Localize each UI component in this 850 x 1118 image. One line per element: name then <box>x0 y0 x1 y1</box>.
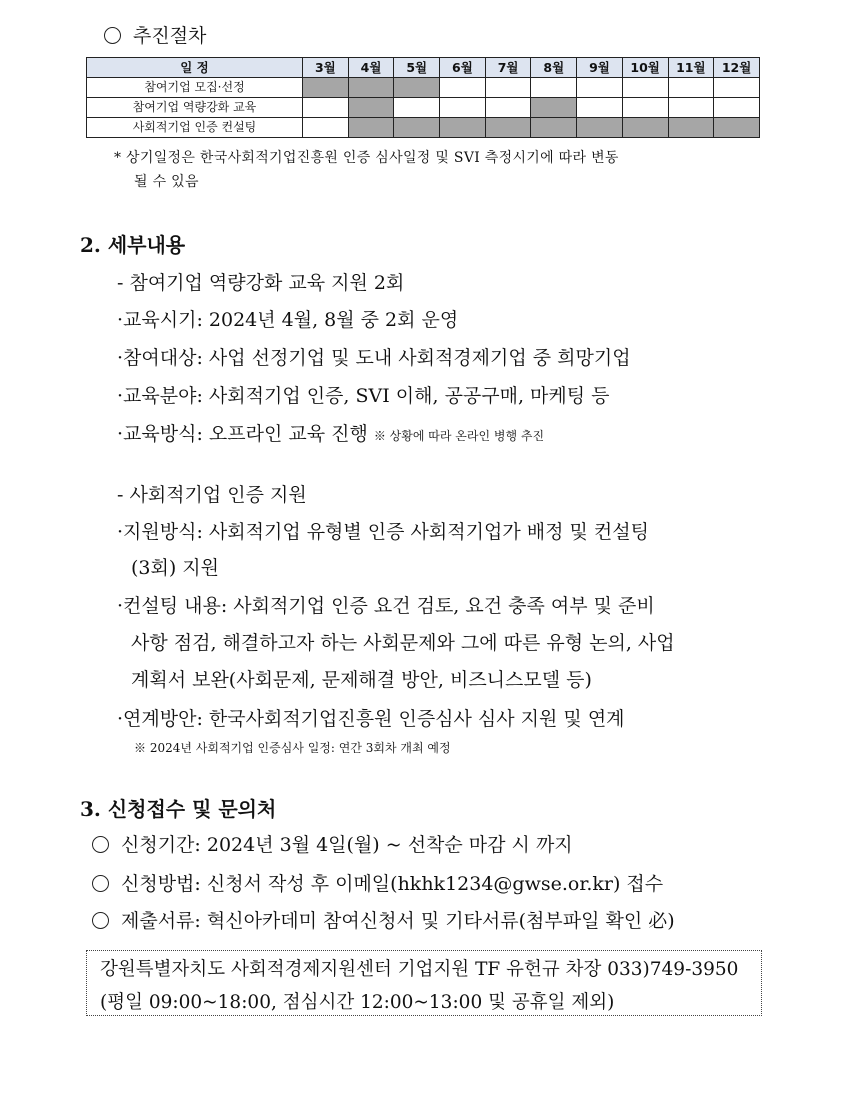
apply-method: 신청방법: 신청서 작성 후 이메일(hkhk1234@gwse.or.kr) 접수 <box>121 873 664 895</box>
schedule-row-label: 참여기업 역량강화 교육 <box>87 98 303 118</box>
schedule-cell-active <box>622 118 668 138</box>
schedule-cell-active <box>531 98 577 118</box>
apply-item <box>92 869 663 896</box>
cert-item2-line2: 사항 점검, 해결하고자 하는 사회문제와 그에 따른 유형 논의, 사업 <box>131 632 675 654</box>
month-header: 5월 <box>394 58 440 78</box>
edu-title: - 참여기업 역량강화 교육 지원 2회 <box>117 272 405 294</box>
schedule-cell-active <box>531 118 577 138</box>
apply-item <box>92 906 675 933</box>
schedule-row <box>87 78 760 98</box>
edu-item: ·교육시기: 2024년 4월, 8월 중 2회 운영 <box>117 309 459 331</box>
schedule-row-label: 사회적기업 인증 컨설팅 <box>87 118 303 138</box>
schedule-cell-empty <box>485 98 531 118</box>
contact-line1: 강원특별자치도 사회적경제지원센터 기업지원 TF 유헌규 차장 033)749-3950 <box>100 959 739 980</box>
procedure-heading <box>104 21 206 48</box>
contact-line2: (평일 09:00~18:00, 점심시간 12:00~13:00 및 공휴일 제외) <box>100 992 615 1013</box>
schedule-header-label: 일 정 <box>87 58 303 78</box>
schedule-cell-active <box>348 98 394 118</box>
edu-remark: ※ 상황에 따라 온라인 병행 추진 <box>373 429 545 443</box>
section2-title: 2. 세부내용 <box>80 233 186 257</box>
schedule-cell-empty <box>714 98 760 118</box>
edu-item: ·교육방식: 오프라인 교육 진행 <box>117 423 368 445</box>
month-header: 10월 <box>622 58 668 78</box>
schedule-cell-empty <box>303 118 349 138</box>
schedule-row-label: 참여기업 모집·선정 <box>87 78 303 98</box>
month-header: 3월 <box>303 58 349 78</box>
schedule-cell-empty <box>531 78 577 98</box>
schedule-cell-empty <box>303 98 349 118</box>
cert-item1-line2: (3회) 지원 <box>131 557 220 579</box>
schedule-row <box>87 98 760 118</box>
schedule-cell-empty <box>394 98 440 118</box>
edu-item: ·참여대상: 사업 선정기업 및 도내 사회적경제기업 중 희망기업 <box>117 347 631 369</box>
cert-title: - 사회적기업 인증 지원 <box>117 484 307 506</box>
month-header: 12월 <box>714 58 760 78</box>
cert-item2-line3: 계획서 보완(사회문제, 문제해결 방안, 비즈니스모델 등) <box>131 669 592 691</box>
edu-item-method <box>117 419 544 446</box>
schedule-cell-active <box>348 78 394 98</box>
month-header: 9월 <box>577 58 623 78</box>
circle-bullet-icon <box>104 27 121 44</box>
month-header: 4월 <box>348 58 394 78</box>
schedule-cell-active <box>577 118 623 138</box>
apply-documents: 제출서류: 혁신아카데미 참여신청서 및 기타서류(첨부파일 확인 必) <box>121 910 675 932</box>
cert-item1-line1: ·지원방식: 사회적기업 유형별 인증 사회적기업가 배정 및 컨설팅 <box>117 521 649 543</box>
schedule-cell-active <box>668 118 714 138</box>
apply-item <box>92 830 573 857</box>
schedule-cell-active <box>303 78 349 98</box>
schedule-cell-active <box>394 118 440 138</box>
apply-period: 신청기간: 2024년 3월 4일(월) ~ 선착순 마감 시 까지 <box>121 834 573 856</box>
edu-item: ·교육분야: 사회적기업 인증, SVI 이해, 공공구매, 마케팅 등 <box>117 385 610 407</box>
schedule-cell-active <box>348 118 394 138</box>
section3-title: 3. 신청접수 및 문의처 <box>80 797 277 821</box>
circle-bullet-icon <box>92 836 109 853</box>
schedule-table <box>86 57 760 138</box>
cert-item3: ·연계방안: 한국사회적기업진흥원 인증심사 심사 지원 및 연계 <box>117 708 625 730</box>
month-header: 11월 <box>668 58 714 78</box>
schedule-row <box>87 118 760 138</box>
schedule-cell-empty <box>485 78 531 98</box>
circle-bullet-icon <box>92 875 109 892</box>
schedule-cell-active <box>485 118 531 138</box>
schedule-cell-empty <box>622 98 668 118</box>
schedule-cell-active <box>714 118 760 138</box>
schedule-cell-empty <box>577 98 623 118</box>
month-header: 6월 <box>440 58 486 78</box>
schedule-note-line1: * 상기일정은 한국사회적기업진흥원 인증 심사일정 및 SVI 측정시기에 따라 변동 <box>114 150 619 166</box>
schedule-cell-empty <box>714 78 760 98</box>
schedule-cell-empty <box>622 78 668 98</box>
cert-item2-line1: ·컨설팅 내용: 사회적기업 인증 요건 검토, 요건 충족 여부 및 준비 <box>117 595 655 617</box>
schedule-cell-empty <box>440 78 486 98</box>
schedule-cell-empty <box>577 78 623 98</box>
schedule-note-line2: 될 수 있음 <box>134 174 199 190</box>
schedule-cell-active <box>440 118 486 138</box>
month-header: 7월 <box>485 58 531 78</box>
circle-bullet-icon <box>92 912 109 929</box>
schedule-cell-empty <box>440 98 486 118</box>
schedule-cell-active <box>394 78 440 98</box>
cert-remark: ※ 2024년 사회적기업 인증심사 일정: 연간 3회차 개최 예정 <box>134 741 451 755</box>
schedule-header-row <box>87 58 760 78</box>
schedule-cell-empty <box>668 98 714 118</box>
schedule-cell-empty <box>668 78 714 98</box>
procedure-title: 추진절차 <box>133 25 207 47</box>
month-header: 8월 <box>531 58 577 78</box>
